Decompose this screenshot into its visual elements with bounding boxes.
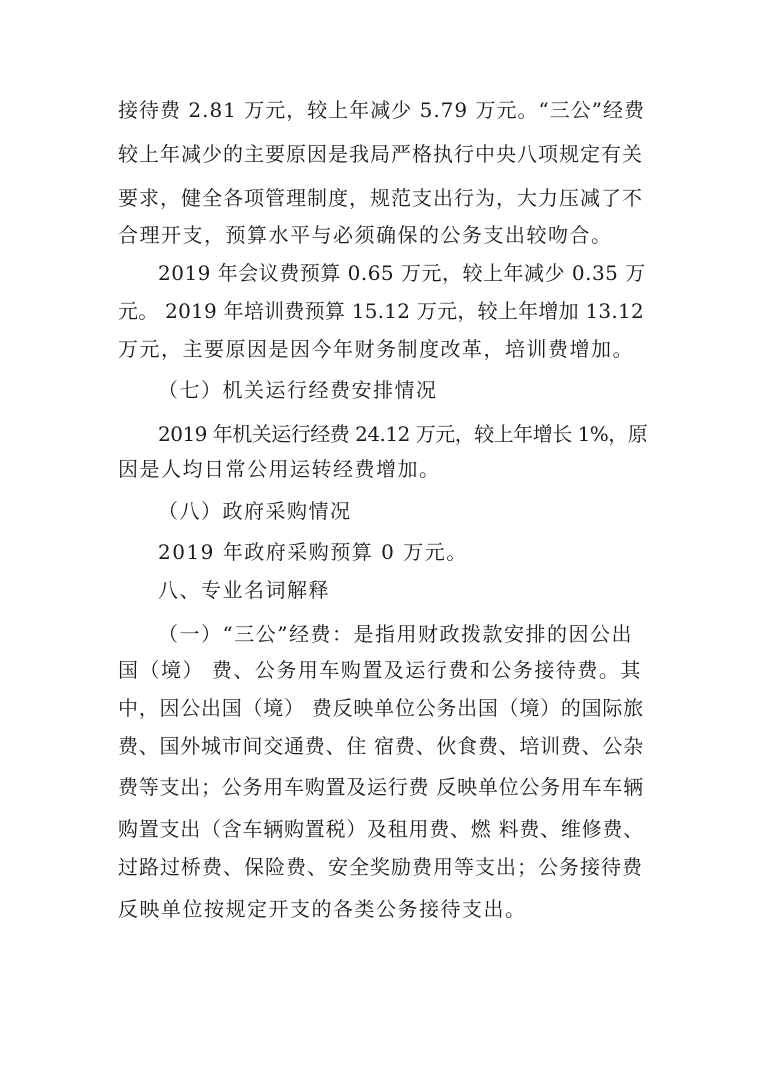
text-line: 费等支出；公务用车购置及运行费 反映单位公务用车车辆 [118,775,644,799]
text-line: 要求，健全各项管理制度，规范支出行为，大力压减了不 [118,186,643,210]
text-line: 国（境） 费、公务用车购置及运行费和公务接待费。其 [118,658,642,682]
text-line: 2019 年机关运行经费 24.12 万元，较上年增长 1%，原 [158,422,648,446]
text-line: 2019 年政府采购预算 0 万元。 [158,540,468,564]
text-line: 中，因公出国（境） 费反映单位公务出国（境）的国际旅 [118,696,644,720]
text-line: 较上年减少的主要原因是我局严格执行中央八项规定有关 [118,142,643,166]
section-heading: （七）机关运行经费安排情况 [158,378,438,402]
text-line: （一）“三公”经费：是指用财政拨款安排的因公出 [158,622,633,646]
text-line: 2019 年会议费预算 0.65 万元，较上年减少 0.35 万 [158,261,646,285]
text-line: 合理开支，预算水平与必须确保的公务支出较吻合。 [118,223,613,247]
section-heading: 八、专业名词解释 [158,578,330,602]
text-line: 元。 2019 年培训费预算 15.12 万元，较上年增加 13.12 [118,299,644,323]
text-line: 接待费 2.81 万元，较上年减少 5.79 万元。“三公”经费 [118,98,645,122]
text-line: 费、国外城市间交通费、住 宿费、伙食费、培训费、公杂 [118,734,644,758]
text-line: 反映单位按规定开支的各类公务接待支出。 [118,897,527,921]
text-line: 因是人均日常公用运转经费增加。 [118,457,441,481]
text-line: 万元，主要原因是因今年财务制度改革，培训费增加。 [118,337,634,361]
section-heading: （八）政府采购情况 [158,499,352,523]
text-line: 过路过桥费、保险费、安全奖励费用等支出；公务接待费 [118,855,643,879]
text-line: 购置支出（含车辆购置税）及租用费、燃 料费、维修费、 [118,817,644,841]
